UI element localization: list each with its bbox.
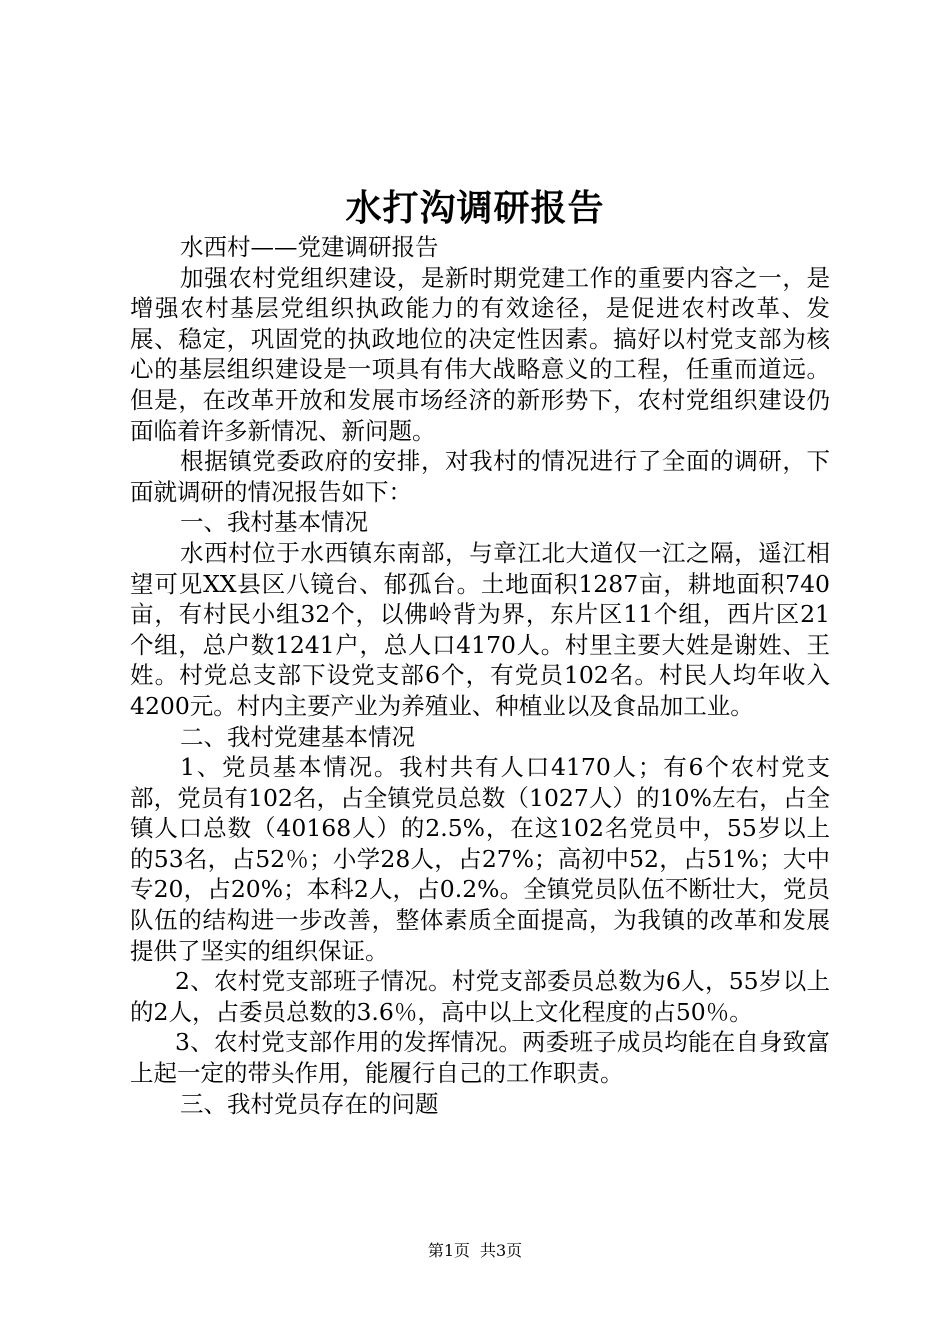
arrangement-paragraph: 根据镇党委政府的安排，对我村的情况进行了全面的调研，下面就调研的情况报告如下： [130,447,830,506]
document-title: 水打沟调研报告 [345,187,605,229]
subtitle-paragraph: 水西村——党建调研报告 [180,233,439,261]
party-member-paragraph: 1、党员基本情况。我村共有人口4170人；有6个农村党支部，党员有102名，占全镇党员总数（1027人）的10%左右，占全镇人口总数（40168人）的2.5%，在这102名党员中，55岁以上的53名，占52％；小学28人，占27%；高初中52，占51%；大中专20，占20%；本科2人，占0.2%。全镇党员队伍不断壮大，党员队伍的结构进一步改善，整体素质全面提高，为我镇的改革和发展提供了坚实的组织保证。 [130,753,830,965]
branch-role-paragraph: 3、农村党支部作用的发挥情况。两委班子成员均能在自身致富上起一定的带头作用，能履行自己的工作职责。 [130,1028,830,1088]
document-body [130,232,830,1119]
village-info-paragraph: 水西村位于水西镇东南部，与章江北大道仅一江之隔，遥江相望可见XX县区八镜台、郁孤台。土地面积1287亩，耕地面积740亩，有村民小组32个，以佛岭背为界，东片区11个组，西片区21个组，总户数1241户，总人口4170人。村里主要大姓是谢姓、王姓。村党总支部下设党支部6个，有党员102名。村民人均年收入4200元。村内主要产业为养殖业、种植业以及食品加工业。 [130,538,830,720]
page-number: 第1页 [427,1241,470,1260]
section-heading-2: 二、我村党建基本情况 [180,722,415,751]
intro-paragraph: 加强农村党组织建设，是新时期党建工作的重要内容之一，是增强农村基层党组织执政能力的有效途径，是促进农村改革、发展、稳定，巩固党的执政地位的决定性因素。搞好以村党支部为核心的基层组织建设是一项具有伟大战略意义的工程，任重而道远。但是，在改革开放和发展市场经济的新形势下，农村党组织建设仍面临着许多新情况、新问题。 [130,263,830,445]
section-heading-3: 三、我村党员存在的问题 [180,1089,439,1118]
page-footer [0,1240,950,1262]
section-heading-1: 一、我村基本情况 [180,508,368,537]
page-total: 共3页 [480,1241,523,1260]
branch-team-paragraph: 2、农村党支部班子情况。村党支部委员总数为6人，55岁以上的2人，占委员总数的3.6％，高中以上文化程度的占50％。 [130,967,830,1026]
